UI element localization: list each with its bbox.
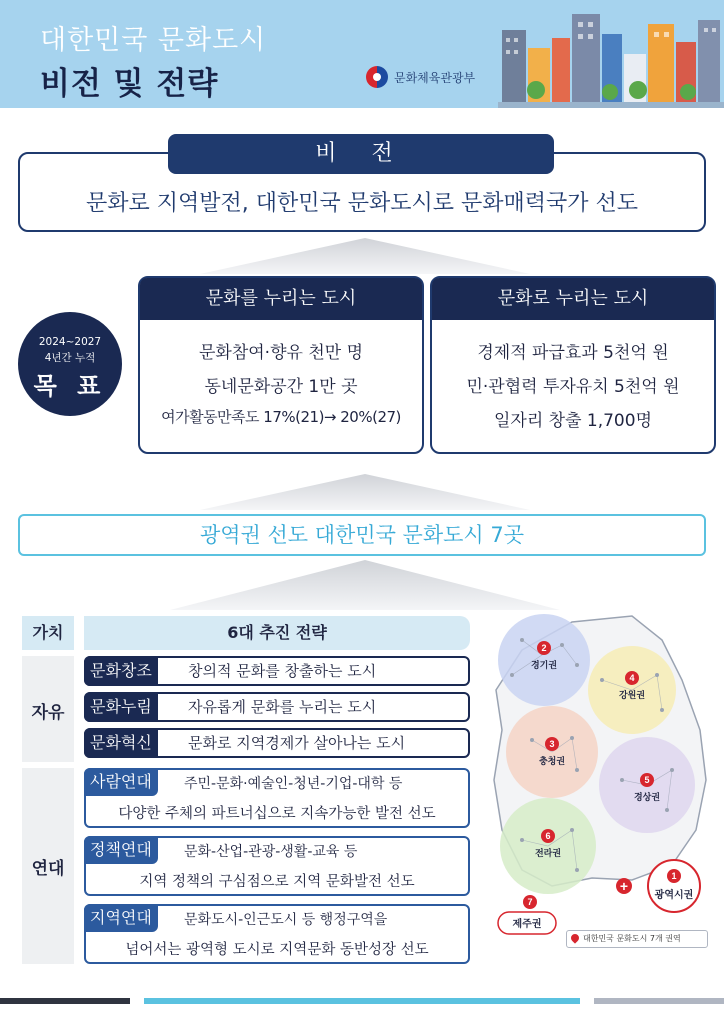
taegeuk-emblem-icon [366, 66, 388, 88]
svg-text:4: 4 [629, 673, 635, 683]
goal-line: 일자리 창출 1,700명 [493, 411, 652, 431]
strategy-desc: 문화로 지역경제가 살아나는 도시 [188, 734, 406, 752]
value-freedom [22, 656, 74, 762]
map-legend [566, 930, 708, 948]
footer-bar [0, 998, 130, 1004]
strategy-tag: 사람연대 [84, 768, 158, 796]
svg-text:3: 3 [549, 739, 555, 749]
value-header: 가치 [22, 616, 74, 650]
strategy-desc: 다양한 주체의 파트너십으로 지속가능한 발전 선도 [118, 806, 436, 822]
strategy-desc: 문화-산업-관광-생활-교육 등 [184, 844, 358, 860]
svg-text:강원권: 강원권 [618, 690, 646, 700]
strategy-tag: 문화혁신 [84, 728, 158, 758]
regional-target: 광역권 선도 대한민국 문화도시 7곳 [18, 514, 706, 556]
region-pin-7 [498, 895, 556, 934]
svg-text:5: 5 [644, 775, 650, 785]
svg-text:7: 7 [527, 897, 533, 907]
strategy-row [84, 728, 470, 758]
svg-text:6: 6 [545, 831, 551, 841]
location-pin-icon [569, 932, 580, 943]
region-pin-1 [648, 860, 700, 912]
vision-label: 비 전 [168, 134, 554, 174]
goal-badge [18, 312, 122, 416]
goal-line: 경제적 파급효과 5천억 원 [477, 343, 669, 363]
svg-text:광역시권: 광역시권 [654, 890, 694, 901]
plus-symbol: + [619, 878, 629, 894]
svg-text:제주권: 제주권 [512, 919, 542, 930]
korea-region-map [482, 610, 714, 956]
goal-header: 문화를 누리는 도시 [140, 278, 422, 320]
value-label: 연대 [31, 859, 65, 879]
strategy-desc: 문화도시-인근도시 등 행정구역을 [184, 912, 388, 928]
title-line-1: 대한민국 문화도시 [40, 25, 267, 56]
strategy-desc: 자유롭게 문화를 누리는 도시 [188, 698, 377, 716]
up-arrow-icon [170, 560, 560, 610]
goal-box-enjoy [138, 276, 424, 454]
legend-text: 대한민국 문화도시 7개 권역 [583, 934, 681, 943]
strategy-row [84, 692, 470, 722]
page-title: 비전 및 전략 [40, 66, 219, 102]
goal-line: 여가활동만족도 17%(21)→ 20%(27) [161, 408, 401, 426]
strategy-desc: 주민-문화·예술인-청년-기업-대학 등 [184, 776, 403, 792]
goal-line: 민·관협력 투자유치 5천억 원 [466, 377, 680, 397]
goal-line: 동네문화공간 1만 곳 [204, 377, 358, 397]
footer-bar [594, 998, 724, 1004]
goal-line: 문화참여·향유 천만 명 [198, 343, 363, 363]
up-arrow-icon [200, 474, 530, 510]
strategy-row [84, 904, 470, 964]
header-banner [0, 0, 724, 108]
ministry-logo [366, 66, 475, 88]
strategy-row [84, 768, 470, 828]
strategy-tag: 지역연대 [84, 904, 158, 932]
svg-text:충청권: 충청권 [538, 756, 566, 766]
value-label: 자유 [31, 703, 65, 723]
goal-period: 2024~2027 [38, 336, 102, 348]
vision-statement: 문화로 지역발전, 대한민국 문화도시로 문화매력국가 선도 [85, 191, 638, 216]
strategy-tag: 문화누림 [84, 692, 158, 722]
value-solidarity [22, 768, 74, 964]
strategy-row [84, 656, 470, 686]
strategy-tag: 문화창조 [84, 656, 158, 686]
svg-text:1: 1 [671, 871, 677, 881]
strategy-desc: 지역 정책의 구심점으로 지역 문화발전 선도 [139, 874, 415, 890]
strategy-desc: 창의적 문화를 창출하는 도시 [188, 662, 377, 680]
svg-text:2: 2 [541, 643, 547, 653]
strategy-row [84, 836, 470, 896]
footer-bar [144, 998, 580, 1004]
goal-header: 문화로 누리는 도시 [432, 278, 714, 320]
svg-text:전라권: 전라권 [534, 848, 562, 858]
strategy-tag: 정책연대 [84, 836, 158, 864]
strategy-desc: 넘어서는 광역형 도시로 지역문화 동반성장 선도 [125, 942, 429, 958]
up-arrow-icon [200, 238, 530, 274]
ministry-name: 문화체육관광부 [394, 70, 476, 85]
strategy-header: 6대 추진 전략 [84, 616, 470, 650]
goal-label: 목 표 [33, 372, 107, 400]
svg-text:경기권: 경기권 [530, 660, 558, 670]
goal-box-economy [430, 276, 716, 454]
city-skyline-illustration [498, 8, 724, 108]
svg-text:경상권: 경상권 [633, 792, 661, 802]
goal-cumulative: 4년간 누적 [44, 352, 96, 364]
